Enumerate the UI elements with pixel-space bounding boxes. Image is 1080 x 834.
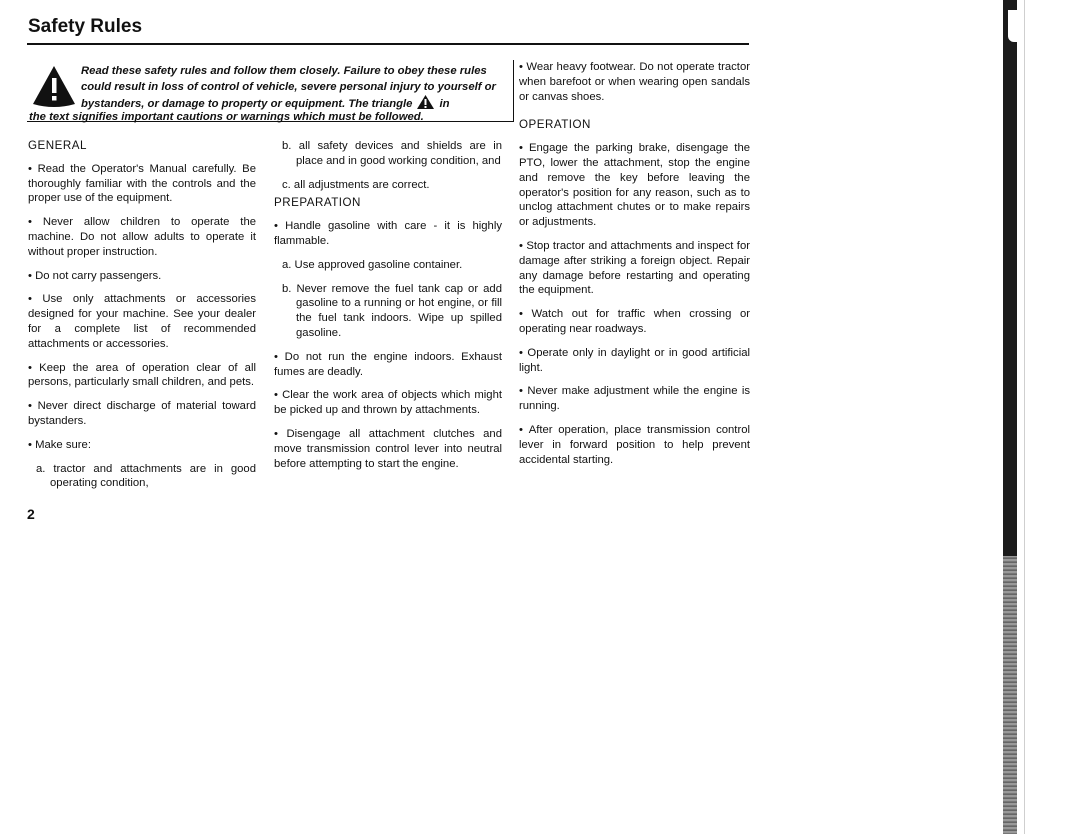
prep-subitem-b: b. all safety devices and shields are in place and in good working condition, and (282, 140, 502, 167)
column-operation (519, 60, 750, 476)
warning-line-4: the text signifies important cautions or warnings which must be followed. (29, 111, 424, 123)
operation-item-2: • Stop tractor and attachments and inspect for damage after striking a foreign object. Repair any damage before restarting and operating the equipment. (519, 239, 750, 298)
warning-line-2: could result in loss of control of vehicle, severe personal injury to yourself or (81, 81, 496, 93)
operation-item-3: • Watch out for traffic when crossing or operating near roadways. (519, 307, 750, 337)
inline-warning-triangle-icon (417, 95, 434, 109)
operation-item-5: • Never make adjustment while the engine is running. (519, 384, 750, 414)
scan-edge-strip (1003, 0, 1017, 834)
general-item-4: • Use only attachments or accessories designed for your machine. See your dealer for a complete list of recommended attachments or accessories. (28, 292, 256, 351)
prep-subitem-a2: a. Use approved gasoline container. (282, 258, 463, 271)
column-general (28, 139, 256, 500)
edge-line (1024, 0, 1025, 834)
general-item-1: • Read the Operator's Manual carefully. Be thoroughly familiar with the controls and the proper use of the equipment. (28, 162, 256, 206)
general-item-6: • Never direct discharge of material toward bystanders. (28, 399, 256, 429)
warning-line-1: Read these safety rules and follow them closely. Failure to obey these rules (81, 65, 487, 77)
warning-triangle-icon (31, 64, 77, 108)
heading-operation: OPERATION (519, 118, 591, 132)
general-item-3: • Do not carry passengers. (28, 269, 256, 284)
edge-texture (1003, 556, 1017, 834)
warning-line-3-text: bystanders, or damage to property or equipment. The triangle (81, 98, 413, 110)
operation-item-1: • Engage the parking brake, disengage the PTO, lower the attachment, stop the engine and remove the key before leaving the operator's position for any reason, such as to unclog attachment chutes or to make repairs or adjustments. (519, 141, 750, 230)
operation-item-0: • Wear heavy footwear. Do not operate tractor when barefoot or when wearing open sandals or canvas shoes. (519, 60, 750, 104)
prep-item-4: • Disengage all attachment clutches and move transmission control lever into neutral before attempting to start the engine. (274, 427, 502, 471)
warning-box (27, 60, 514, 122)
heading-general: GENERAL (28, 139, 87, 152)
operation-item-4: • Operate only in daylight or in good artificial light. (519, 346, 750, 376)
prep-subitem-b2: b. Never remove the fuel tank cap or add gasoline to a running or hot engine, or fill the fuel tank indoors. Wipe up spilled gasoline. (282, 282, 502, 339)
warning-line-3-end: in (439, 98, 450, 110)
prep-item-1: • Handle gasoline with care - it is highly flammable. (274, 219, 502, 249)
prep-item-3: • Clear the work area of objects which might be picked up and thrown by attachments. (274, 388, 502, 418)
operation-item-6: • After operation, place transmission control lever in forward position to help prevent accidental starting. (519, 423, 750, 467)
general-subitem-a: a. tractor and attachments are in good operating condition, (36, 462, 256, 490)
page-title: Safety Rules (28, 16, 143, 37)
heading-preparation: PREPARATION (274, 196, 361, 210)
edge-notch (1008, 10, 1017, 42)
general-item-2: • Never allow children to operate the machine. Do not allow adults to operate it without proper instruction. (28, 215, 256, 259)
prep-subitem-c: c. all adjustments are correct. (282, 178, 430, 191)
general-item-7: • Make sure: (28, 438, 256, 453)
title-rule (27, 43, 749, 45)
general-item-5: • Keep the area of operation clear of all persons, particularly small children, and pets. (28, 361, 256, 391)
prep-item-2: • Do not run the engine indoors. Exhaust fumes are deadly. (274, 350, 502, 380)
column-preparation (274, 139, 502, 480)
page-number: 2 (27, 506, 35, 522)
